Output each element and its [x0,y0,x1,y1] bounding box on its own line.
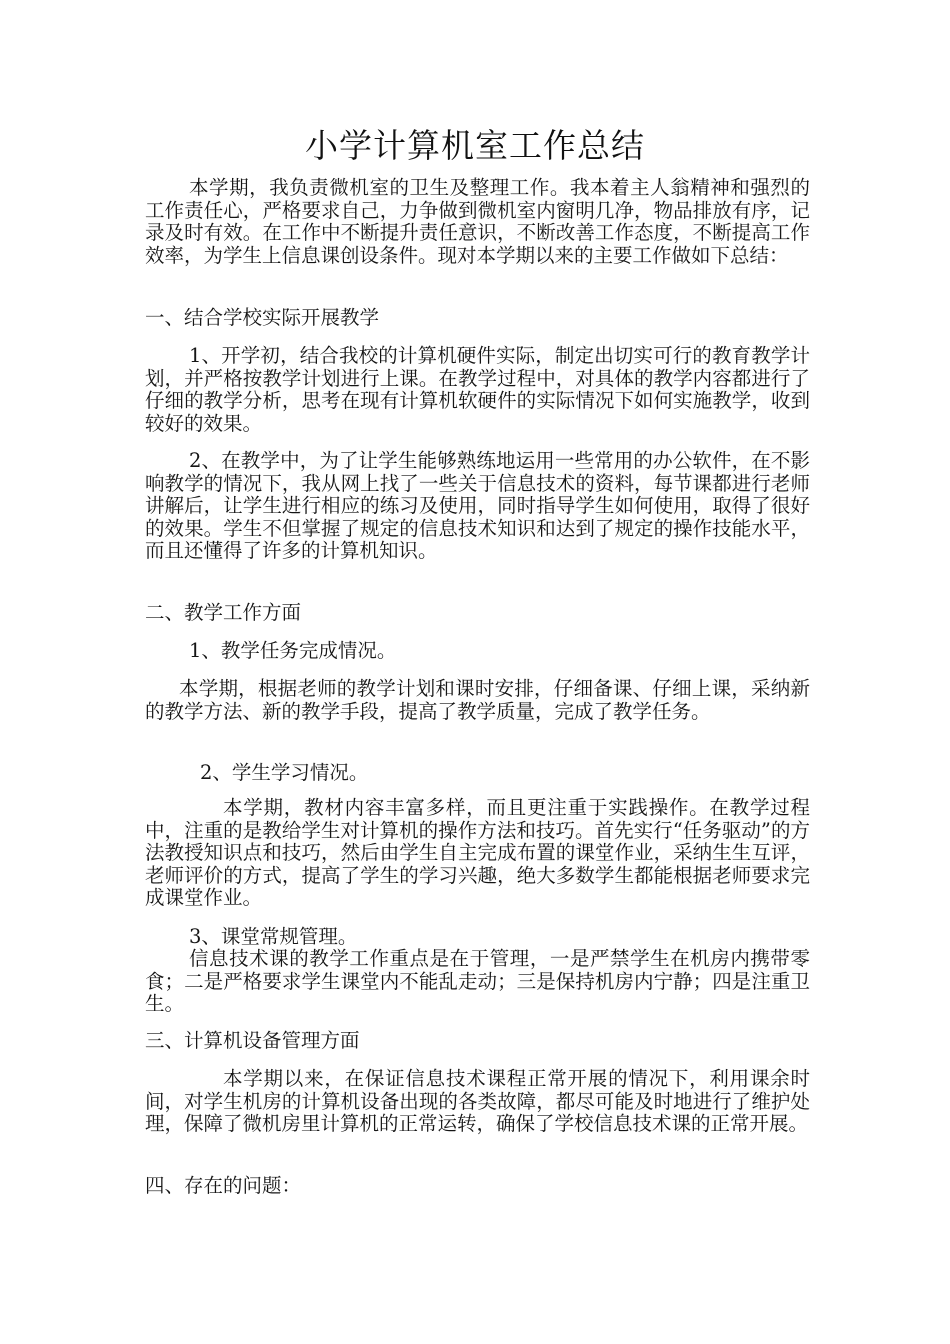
section-2-paragraph-1: 本学期，根据老师的教学计划和课时安排，仔细备课、仔细上课，采纳新的教学方法、新的教学手段，提高了教学质量，完成了教学任务。 [145,677,810,723]
section-3-heading: 三、计算机设备管理方面 [145,1029,360,1052]
section-2-paragraph-2: 本学期，教材内容丰富多样，而且更注重于实践操作。在教学过程中，注重的是教给学生对计算机的操作方法和技巧。首先实行“任务驱动”的方法教授知识点和技巧，然后由学生自主完成布置的课堂作业，采纳生生互评，老师评价的方式，提高了学生的学习兴趣，绝大多数学生都能根据老师要求完成课堂作业。 [145,796,810,909]
section-4-heading: 四、存在的问题： [145,1174,302,1197]
section-2-paragraph-3: 信息技术课的教学工作重点是在于管理，一是严禁学生在机房内携带零食；二是严格要求学生课堂内不能乱走动；三是保持机房内宁静；四是注重卫生。 [145,947,810,1015]
section-2-subheading-2: 2、学生学习情况。 [200,761,369,784]
document-title: 小学计算机室工作总结 [305,126,645,165]
section-1-paragraph-1: 1、开学初，结合我校的计算机硬件实际，制定出切实可行的教育教学计划，并严格按教学计划进行上课。在教学过程中，对具体的教学内容都进行了仔细的教学分析，思考在现有计算机软硬件的实际情况下如何实施教学，收到较好的效果。 [145,344,810,435]
section-1-paragraph-2: 2、在教学中，为了让学生能够熟练地运用一些常用的办公软件，在不影响教学的情况下，我从网上找了一些关于信息技术的资料，每节课都进行老师讲解后，让学生进行相应的练习及使用，同时指导学生如何使用，取得了很好的效果。学生不但掌握了规定的信息技术知识和达到了规定的操作技能水平，而且还懂得了许多的计算机知识。 [145,449,810,562]
section-1-heading: 一、结合学校实际开展教学 [145,306,380,329]
intro-paragraph: 本学期，我负责微机室的卫生及整理工作。我本着主人翁精神和强烈的工作责任心，严格要求自己，力争做到微机室内窗明几净，物品排放有序，记录及时有效。在工作中不断提升责任意识，不断改善工作态度，不断提高工作效率，为学生上信息课创设条件。现对本学期以来的主要工作做如下总结： [145,176,810,267]
section-2-heading: 二、教学工作方面 [145,601,302,624]
section-2-subheading-1: 1、教学任务完成情况。 [189,639,397,662]
section-2-subheading-3: 3、课堂常规管理。 [189,925,358,948]
section-3-paragraph-1: 本学期以来，在保证信息技术课程正常开展的情况下，利用课余时间，对学生机房的计算机设备出现的各类故障，都尽可能及时地进行了维护处理，保障了微机房里计算机的正常运转，确保了学校信息技术课的正常开展。 [145,1067,810,1135]
